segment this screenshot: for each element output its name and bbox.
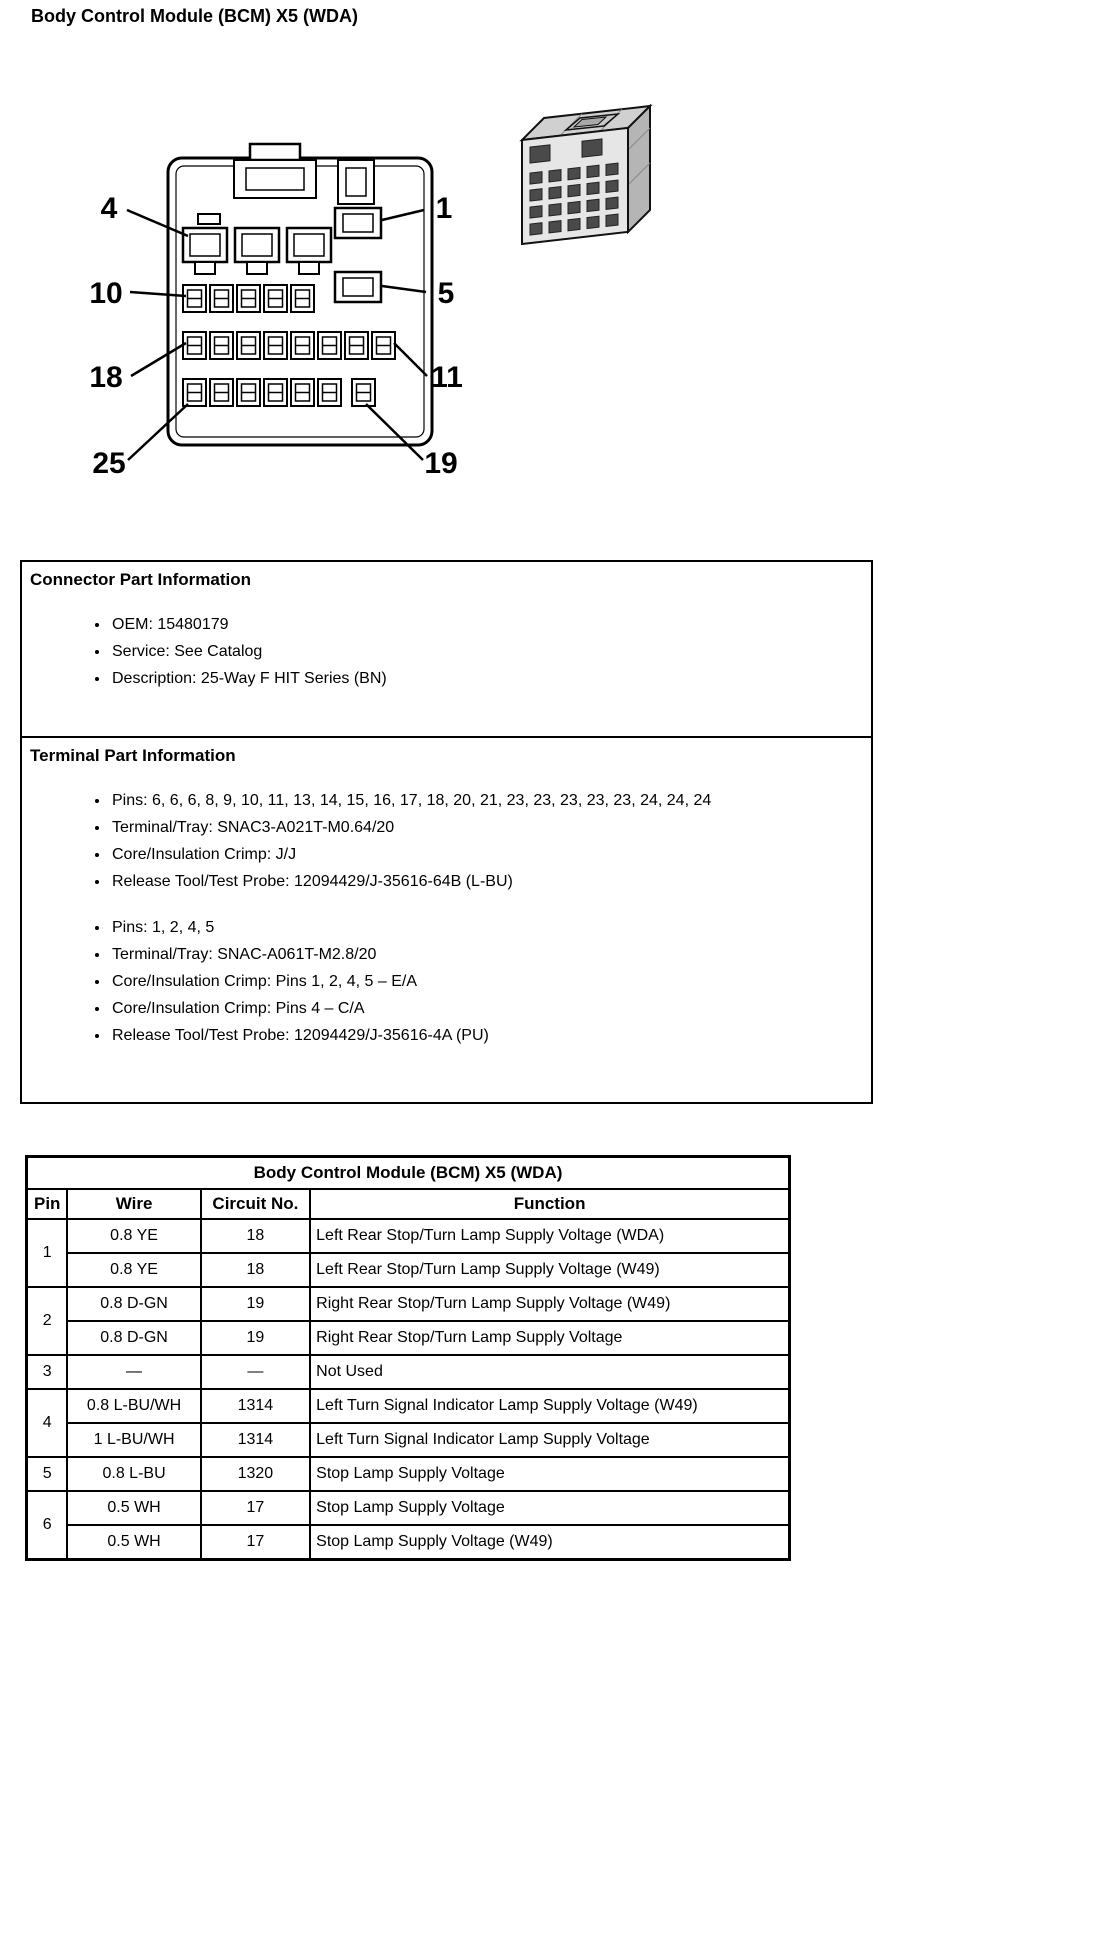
col-header-function: Function xyxy=(310,1189,789,1219)
callout-label-18: 18 xyxy=(89,361,123,394)
circuit-cell: 17 xyxy=(201,1491,311,1525)
wire-cell: 0.8 YE xyxy=(67,1253,200,1287)
list-item: • Description: 25-Way F HIT Series (BN) xyxy=(110,670,871,688)
circuit-cell: 1314 xyxy=(201,1389,311,1423)
terminal-info-list-group1 xyxy=(22,792,871,891)
pin-cell: 5 xyxy=(27,1457,68,1491)
col-header-wire: Wire xyxy=(67,1189,200,1219)
table-row xyxy=(27,1287,790,1321)
table-row xyxy=(27,1321,790,1355)
callout-label-25: 25 xyxy=(92,447,126,480)
wire-cell: 1 L-BU/WH xyxy=(67,1423,200,1457)
table-row xyxy=(27,1389,790,1423)
pin-table xyxy=(25,1155,791,1561)
connector-part-info-box xyxy=(20,560,873,738)
function-cell: Right Rear Stop/Turn Lamp Supply Voltage xyxy=(310,1321,789,1355)
function-cell: Stop Lamp Supply Voltage (W49) xyxy=(310,1525,789,1560)
list-item: • Core/Insulation Crimp: Pins 1, 2, 4, 5 – E/A xyxy=(110,973,871,991)
wire-cell: 0.8 D-GN xyxy=(67,1321,200,1355)
list-item: • Terminal/Tray: SNAC-A061T-M2.8/20 xyxy=(110,946,871,964)
wire-cell: 0.8 YE xyxy=(67,1219,200,1253)
circuit-cell: 1314 xyxy=(201,1423,311,1457)
pin-cell: 3 xyxy=(27,1355,68,1389)
table-row xyxy=(27,1491,790,1525)
circuit-cell: 19 xyxy=(201,1321,311,1355)
col-header-pin: Pin xyxy=(27,1189,68,1219)
function-cell: Left Rear Stop/Turn Lamp Supply Voltage (W49) xyxy=(310,1253,789,1287)
list-item: • Release Tool/Test Probe: 12094429/J-35616-64B (L-BU) xyxy=(110,873,871,891)
circuit-cell: 17 xyxy=(201,1525,311,1560)
connector-3d-view xyxy=(522,106,650,244)
pin-table-header-row xyxy=(27,1189,790,1219)
function-cell: Not Used xyxy=(310,1355,789,1389)
callout-label-1: 1 xyxy=(435,192,453,225)
function-cell: Stop Lamp Supply Voltage xyxy=(310,1457,789,1491)
pin-cell: 2 xyxy=(27,1287,68,1355)
wire-cell: 0.8 L-BU xyxy=(67,1457,200,1491)
wire-cell: 0.5 WH xyxy=(67,1491,200,1525)
terminal-info-list-group2 xyxy=(22,919,871,1045)
function-cell: Left Rear Stop/Turn Lamp Supply Voltage (WDA) xyxy=(310,1219,789,1253)
list-item: • Release Tool/Test Probe: 12094429/J-35616-4A (PU) xyxy=(110,1027,871,1045)
list-item: • Core/Insulation Crimp: Pins 4 – C/A xyxy=(110,1000,871,1018)
table-row xyxy=(27,1219,790,1253)
pin-cell: 1 xyxy=(27,1219,68,1287)
connector-part-info-heading: Connector Part Information xyxy=(30,570,252,589)
table-row xyxy=(27,1457,790,1491)
function-cell: Left Turn Signal Indicator Lamp Supply Voltage (W49) xyxy=(310,1389,789,1423)
callout-label-4: 4 xyxy=(100,192,118,225)
callout-label-19: 19 xyxy=(424,447,458,480)
pin-table-title: Body Control Module (BCM) X5 (WDA) xyxy=(27,1157,790,1190)
list-item: • Pins: 1, 2, 4, 5 xyxy=(110,919,871,937)
circuit-cell: 19 xyxy=(201,1287,311,1321)
list-item: • Terminal/Tray: SNAC3-A021T-M0.64/20 xyxy=(110,819,871,837)
list-item: • Core/Insulation Crimp: J/J xyxy=(110,846,871,864)
list-item: • OEM: 15480179 xyxy=(110,616,871,634)
col-header-circuit: Circuit No. xyxy=(201,1189,311,1219)
wire-cell: 0.8 L-BU/WH xyxy=(67,1389,200,1423)
function-cell: Left Turn Signal Indicator Lamp Supply Voltage xyxy=(310,1423,789,1457)
connector-pinout-diagram xyxy=(0,40,720,540)
terminal-part-info-box xyxy=(20,736,873,1104)
page-title: Body Control Module (BCM) X5 (WDA) xyxy=(31,6,358,26)
circuit-cell: 18 xyxy=(201,1219,311,1253)
circuit-cell: 18 xyxy=(201,1253,311,1287)
connector-part-info-list xyxy=(22,616,871,688)
terminal-part-info-heading: Terminal Part Information xyxy=(30,746,236,765)
wire-cell: — xyxy=(67,1355,200,1389)
function-cell: Right Rear Stop/Turn Lamp Supply Voltage (W49) xyxy=(310,1287,789,1321)
wire-cell: 0.5 WH xyxy=(67,1525,200,1560)
table-row xyxy=(27,1253,790,1287)
circuit-cell: 1320 xyxy=(201,1457,311,1491)
list-item: • Pins: 6, 6, 6, 8, 9, 10, 11, 13, 14, 15, 16, 17, 18, 20, 21, 23, 23, 23, 23, 23, 24, 24, 24 xyxy=(110,792,871,810)
pin-cell: 4 xyxy=(27,1389,68,1457)
list-item: • Service: See Catalog xyxy=(110,643,871,661)
callout-label-10: 10 xyxy=(89,277,123,310)
table-row xyxy=(27,1423,790,1457)
table-row xyxy=(27,1525,790,1560)
callout-label-11: 11 xyxy=(431,361,463,394)
table-row xyxy=(27,1355,790,1389)
callout-label-5: 5 xyxy=(437,277,455,310)
wire-cell: 0.8 D-GN xyxy=(67,1287,200,1321)
function-cell: Stop Lamp Supply Voltage xyxy=(310,1491,789,1525)
connector-front-view xyxy=(168,144,432,445)
circuit-cell: — xyxy=(201,1355,311,1389)
pin-cell: 6 xyxy=(27,1491,68,1560)
